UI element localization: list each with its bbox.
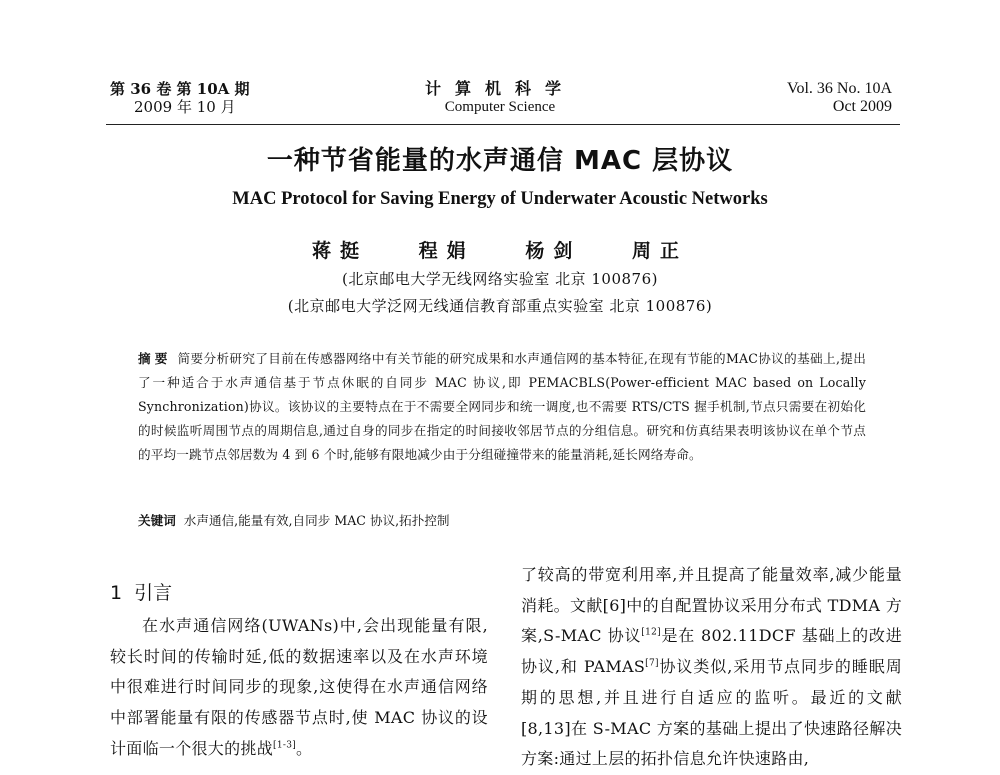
paragraph-text: 在水声通信网络(UWANs)中,会出现能量有限,较长时间的传输时延,低的数据速率以及在水声环境中很难进行时间同步的现象,这使得在水声通信网络中部署能量有限的传感器节点时,使 MAC 协议的设计面临一个很大的挑战 <box>110 616 488 758</box>
journal-name-en: Computer Science <box>444 99 556 115</box>
body-column-right <box>521 560 902 775</box>
keywords-label: 关键词 <box>138 513 176 528</box>
keywords-text: 水声通信,能量有效,自同步 MAC 协议,拓扑控制 <box>183 513 450 528</box>
issue-date: 2009 年 10 月 <box>134 98 236 116</box>
abstract-label: 摘要 <box>138 351 172 366</box>
section-title: 引言 <box>134 582 173 604</box>
section-heading <box>110 578 172 605</box>
affiliation: (北京邮电大学泛网无线通信教育部重点实验室 北京 100876) <box>287 297 713 315</box>
body-column-left <box>110 611 488 765</box>
author-list <box>0 236 1000 263</box>
volume-issue: 第 36 卷 第 10A 期 <box>110 80 250 98</box>
volume-issue-en: Vol. 36 No. 10A <box>786 80 892 97</box>
issue-date-en: Oct 2009 <box>832 98 892 115</box>
paragraph-text: 了较高的带宽利用率,并且提高了能量效率,减少能量消耗。文献[6]中的自配置协议采用分布式 TDMA 方案,S-MAC 协议 <box>521 565 902 646</box>
journal-issue-info-en <box>787 80 892 116</box>
paragraph-text: 协议类似,采用节点同步的睡眠周期的思想,并且进行自适应的监听。最近的文献[8,13]在 S-MAC 方案的基础上提出了快速路径解决方案:通过上层的拓扑信息允许快速路由, <box>521 657 903 769</box>
journal-name-cn: 计算机科学 <box>424 79 575 98</box>
header-rule <box>106 124 900 125</box>
author-name: 程娟 <box>418 240 475 262</box>
author-name: 蒋挺 <box>312 240 369 262</box>
author-name: 周正 <box>631 240 688 262</box>
paper-title-cn: 一种节省能量的水声通信 MAC 层协议 <box>266 146 734 176</box>
abstract-text: 简要分析研究了目前在传感器网络中有关节能的研究成果和水声通信网的基本特征,在现有节能的MAC协议的基础上,提出了一种适合于水声通信基于节点休眠的自同步 MAC 协议,即 PEMACBLS(Power-efficient MAC based on Locally Synchronization)协议。该协议的主要特点在于不需要全网同步和统一调度,也不需要 RTS/CTS 握手机制,节点只需要在初始化的时候监听周围节点的周期信息,通过自身的同步在指定的时间接收邻居节点的分组信息。研究和仿真结果表明该协议在单个节点的平均一跳节点邻居数为 4 到 6 个时,能够有限地减少由于分组碰撞带来的能量消耗,延长网络寿命。 <box>138 351 866 462</box>
paragraph-text: 。 <box>296 738 313 758</box>
keywords <box>138 510 450 532</box>
author-name: 杨剑 <box>525 240 582 262</box>
paper-title-en: MAC Protocol for Saving Energy of Underwater Acoustic Networks <box>232 189 768 209</box>
citation: [7] <box>645 658 659 669</box>
paragraph-text: 是在 802.11DCF 基础上的改进协议,和 PAMAS <box>521 626 902 677</box>
citation: [12] <box>641 628 661 639</box>
abstract <box>138 347 866 467</box>
section-number: 1 <box>110 582 123 604</box>
affiliation: (北京邮电大学无线网络实验室 北京 100876) <box>341 270 658 288</box>
citation: [1-3] <box>273 740 297 751</box>
